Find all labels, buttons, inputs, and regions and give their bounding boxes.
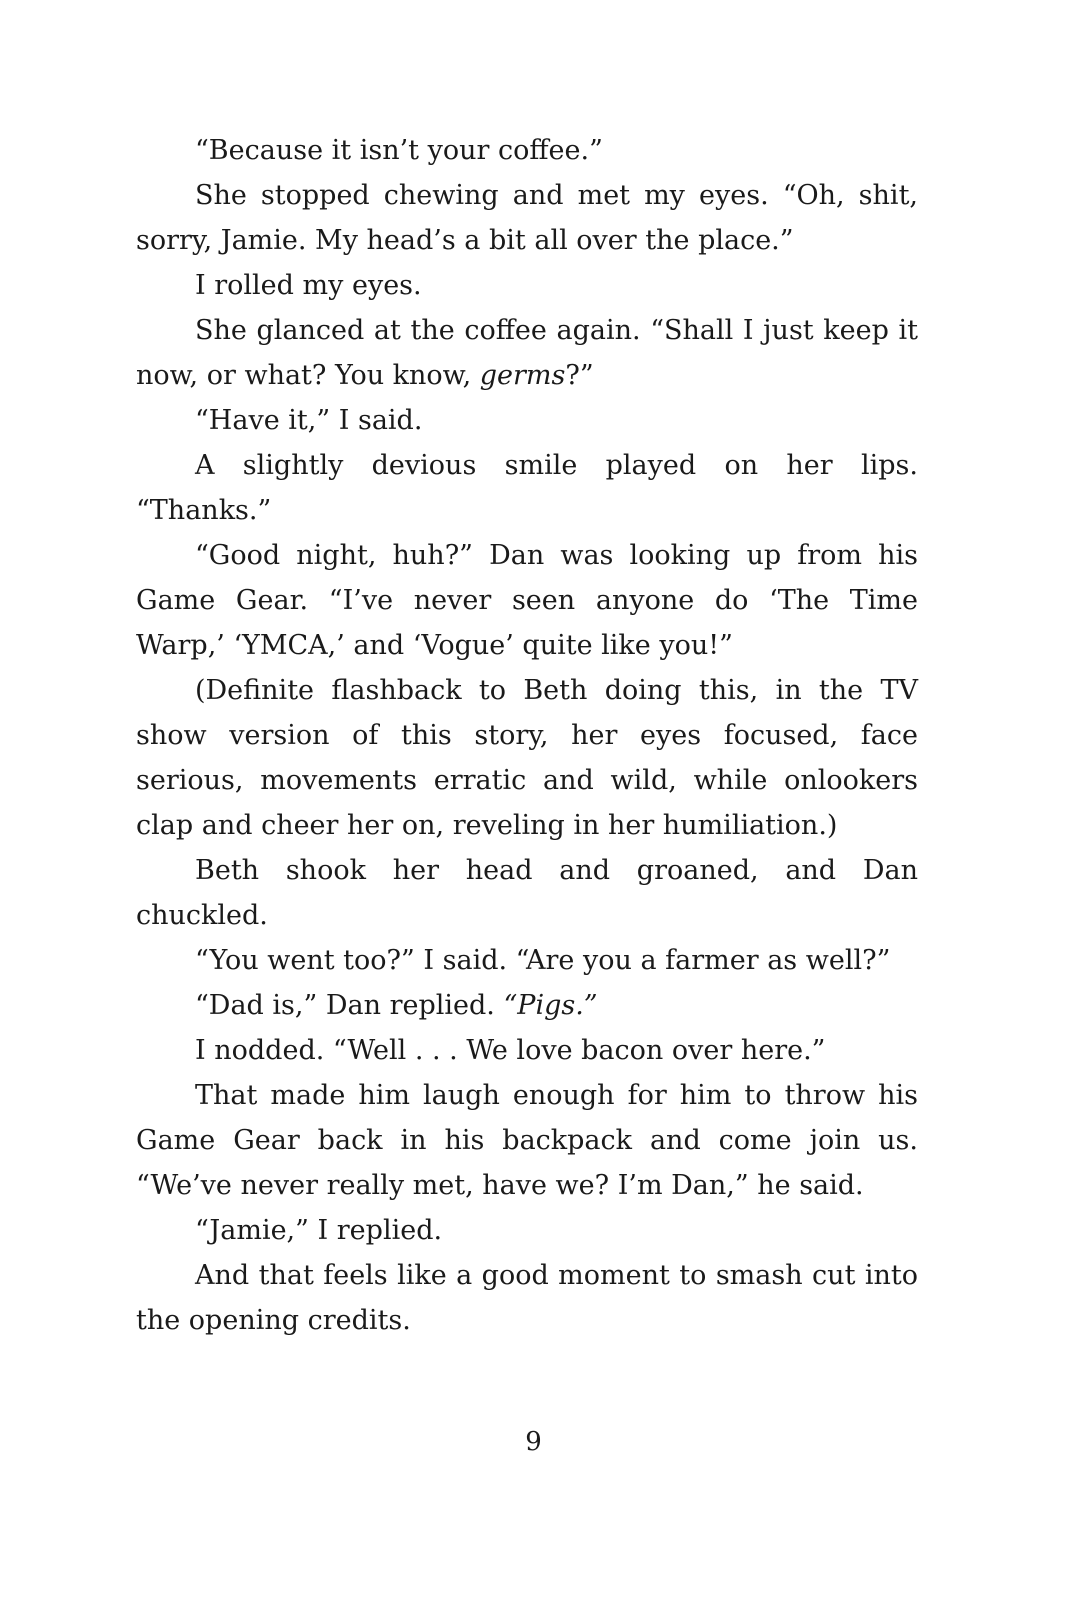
page-number: 9 — [525, 1427, 542, 1457]
paragraph — [136, 128, 918, 173]
text-run: She stopped chewing and met my eyes. “Oh, shit, sorry, Jamie. My head’s a bit all over the place.” — [136, 180, 918, 256]
text-run: “Dad is,” Dan replied. — [195, 990, 504, 1021]
body-text — [136, 128, 918, 1343]
text-run: That made him laugh enough for him to throw his Game Gear back in his backpack and come join us. “We’ve never really met, have we? I’m Dan,” he said. — [136, 1080, 918, 1201]
text-run: A slightly devious smile played on her lips. “Thanks.” — [136, 450, 918, 526]
text-run: “Jamie,” I replied. — [195, 1215, 443, 1246]
paragraph — [136, 398, 918, 443]
text-run: “Have it,” I said. — [195, 405, 423, 436]
paragraph — [136, 668, 918, 848]
text-run: ?” — [565, 360, 594, 391]
paragraph — [136, 1208, 918, 1253]
paragraph — [136, 308, 918, 398]
paragraph — [136, 848, 918, 938]
text-run: “Good night, huh?” Dan was looking up from his Game Gear. “I’ve never seen anyone do ‘The Time Warp,’ ‘YMCA,’ and ‘Vogue’ quite like you!” — [136, 540, 918, 661]
paragraph — [136, 1073, 918, 1208]
text-run: “You went too?” I said. “Are you a farmer as well?” — [195, 945, 891, 976]
paragraph — [136, 938, 918, 983]
text-run: I rolled my eyes. — [195, 270, 422, 301]
text-run: Beth shook her head and groaned, and Dan chuckled. — [136, 855, 918, 931]
paragraph — [136, 173, 918, 263]
text-run: She glanced at the coffee again. “Shall I just keep it now, or what? You know, — [136, 315, 918, 391]
paragraph — [136, 443, 918, 533]
paragraph — [136, 1253, 918, 1343]
text-run: And that feels like a good moment to smash cut into the opening credits. — [136, 1260, 918, 1336]
paragraph — [136, 533, 918, 668]
italic-run: “Pigs.” — [503, 990, 598, 1021]
paragraph — [136, 263, 918, 308]
paragraph — [136, 1028, 918, 1073]
text-run: “Because it isn’t your coffee.” — [195, 135, 603, 166]
italic-run: germs — [479, 360, 566, 391]
paragraph — [136, 983, 918, 1028]
text-run: (Definite flashback to Beth doing this, in the TV show version of this story, her eyes focused, face serious, movements erratic and wild, while onlookers clap and cheer her on, reveling in her humiliation.) — [136, 675, 918, 841]
text-run: I nodded. “Well . . . We love bacon over here.” — [195, 1035, 826, 1066]
